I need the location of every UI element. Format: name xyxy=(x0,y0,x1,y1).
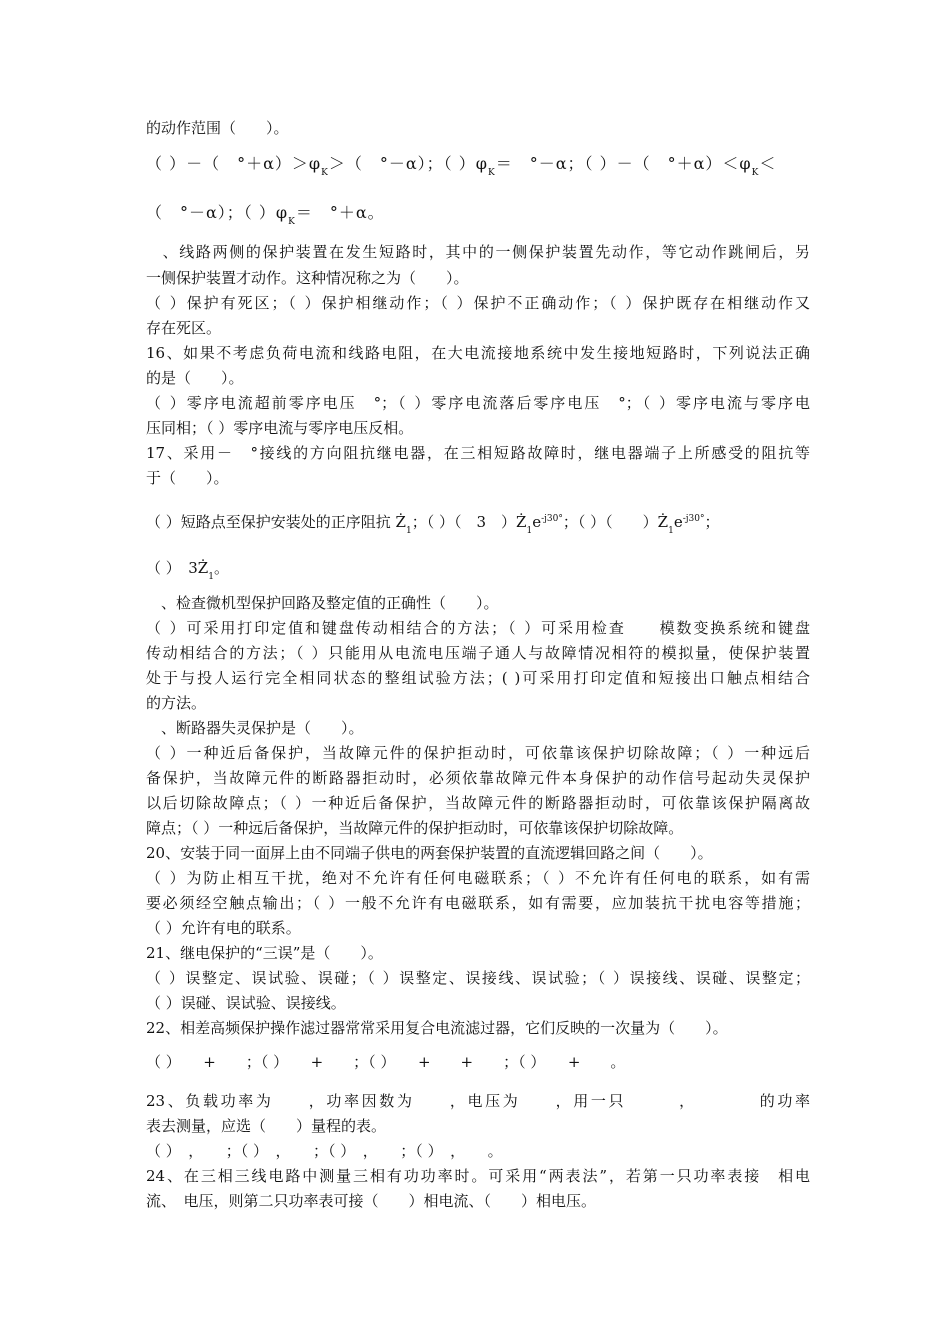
text-line: （ ）零序电流超前零序电压 °；（ ）零序电流落后零序电压 °；（ ）零序电流与零序电 xyxy=(146,394,810,412)
formula-text: ；（ ）（ 3 ）Ż xyxy=(411,513,527,531)
formula-line xyxy=(146,509,810,535)
text-line: 的方法。 xyxy=(146,694,207,712)
formula-text: 。 xyxy=(213,559,229,577)
formula-line xyxy=(146,558,810,581)
text-line: 障点；（ ）一种远后备保护，当故障元件的保护拒动时，可依靠该保护切除故障。 xyxy=(146,819,684,837)
text-line: （ ）允许有电的联系。 xyxy=(146,919,301,937)
text-line: 处于与投人运行完全相同状态的整组试验方法；( )可采用打印定值和短接出口触点相结合 xyxy=(146,669,810,687)
text-line: 要必须经空触点输出；（ ）一般不允许有电磁联系，如有需要，应加装抗干扰电容等措施； xyxy=(146,894,810,912)
subscript: 1 xyxy=(405,526,412,535)
text-line: （ ）一种近后备保护，当故障元件的保护拒动时，可依靠该保护切除故障；（ ）一种远后 xyxy=(146,744,810,762)
subscript: K xyxy=(751,168,760,177)
formula-text: e xyxy=(673,513,683,531)
text-line: 存在死区。 xyxy=(146,319,222,337)
formula-text: ；（ ）（ ）Ż xyxy=(562,513,669,531)
text-line: 23、负载功率为 ，功率因数为 ，电压为 ，用一只 ， 的功率 xyxy=(146,1092,810,1110)
superscript: -j30° xyxy=(541,514,563,524)
subscript: 1 xyxy=(668,526,674,535)
formula-line: （ ） + ；（ ） + ；（ ） + + ；（ ） + 。 xyxy=(146,1053,626,1071)
text-line: 以后切除故障点；（ ）一种近后备保护，当故障元件的断路器拒动时，可依靠该保护隔离故 xyxy=(146,794,810,812)
formula-line xyxy=(146,154,810,177)
text-line: 的是（ ）。 xyxy=(146,369,244,387)
text-line: 、检查微机型保护回路及整定值的正确性（ ）。 xyxy=(146,594,499,612)
subscript: K xyxy=(288,217,296,226)
text-line: 、断路器失灵保护是（ ）。 xyxy=(146,719,364,737)
text-line: 压同相；（ ）零序电流与零序电压反相。 xyxy=(146,419,414,437)
text-line: 、线路两侧的保护装置在发生短路时，其中的一侧保护装置先动作，等它动作跳闸后，另 xyxy=(146,243,810,261)
subscript: 1 xyxy=(526,526,533,535)
subscript: K xyxy=(321,168,329,177)
text-line: 流、 电压，则第二只功率表可接（ ）相电流、（ ）相电压。 xyxy=(146,1192,597,1210)
text-line: 17、采用－ °接线的方向阻抗继电器，在三相短路故障时，继电器端子上所感受的阻抗等 xyxy=(146,444,810,462)
formula-text: e xyxy=(532,513,542,531)
formula-text: ＝ °－α；（ ）－（ °＋α）＜φ xyxy=(495,154,752,173)
text-line: 于（ ）。 xyxy=(146,469,229,487)
text-line: 表去测量，应选（ ）量程的表。 xyxy=(146,1117,387,1135)
text-line: （ ）可采用打印定值和键盘传动相结合的方法；（ ）可采用检查 模数变换系统和键盘 xyxy=(146,619,810,637)
formula-text: （ °－α）；（ ）φ xyxy=(146,203,289,222)
text-line: 传动相结合的方法；（ ）只能用从电流电压端子通人与故障情况相符的模拟量，使保护装置 xyxy=(146,644,810,662)
text-line: 24、在三相三线电路中测量三相有功功率时。可采用“两表法”，若第一只功率表接 相电 xyxy=(146,1167,810,1185)
formula-text: ＜ xyxy=(759,154,777,173)
text-line: 22、相差高频保护操作滤过器常常采用复合电流滤过器，它们反映的一次量为（ ）。 xyxy=(146,1019,728,1037)
text-line: 21、继电保护的“三误”是（ ）。 xyxy=(146,944,383,962)
text-line: （ ）误整定、误试验、误碰；（ ）误整定、误接线、误试验；（ ）误接线、误碰、误整定； xyxy=(146,969,810,987)
formula-text: ； xyxy=(704,513,720,531)
text-line: （ ）误碰、误试验、误接线。 xyxy=(146,994,346,1012)
formula-text: （ ）－（ °＋α）＞φ xyxy=(146,154,322,173)
formula-text: ＞（ °－α）；（ ）φ xyxy=(328,154,488,173)
text-line: 20、安装于同一面屏上由不同端子供电的两套保护装置的直流逻辑回路之间（ ）。 xyxy=(146,844,713,862)
formula-text: （ ）短路点至保护安装处的正序阻抗 Ż xyxy=(146,513,406,531)
formula-text: （ ） 3Ż xyxy=(146,559,209,577)
text-line: （ ） ， ；（ ） ， ；（ ） ， ；（ ） ， 。 xyxy=(146,1142,503,1160)
formula-text: ＝ °＋α。 xyxy=(295,203,385,222)
text-line: （ ）为防止相互干扰，绝对不允许有任何电磁联系；（ ）不允许有任何电的联系，如有需 xyxy=(146,869,810,887)
text-line: 一侧保护装置才动作。这种情况称之为（ ）。 xyxy=(146,269,469,287)
formula-line xyxy=(146,203,810,226)
text-line: 的动作范围（ ）。 xyxy=(146,119,289,137)
text-line: 备保护，当故障元件的断路器拒动时，必须依靠故障元件本身保护的动作信号起动失灵保护 xyxy=(146,769,810,787)
text-line: 16、如果不考虑负荷电流和线路电阻，在大电流接地系统中发生接地短路时，下列说法正确 xyxy=(146,344,810,362)
subscript: 1 xyxy=(208,572,214,581)
superscript: -j30° xyxy=(682,514,705,524)
subscript: K xyxy=(487,168,496,177)
text-line: （ ）保护有死区；（ ）保护相继动作；（ ）保护不正确动作；（ ）保护既存在相继动作又 xyxy=(146,294,810,312)
